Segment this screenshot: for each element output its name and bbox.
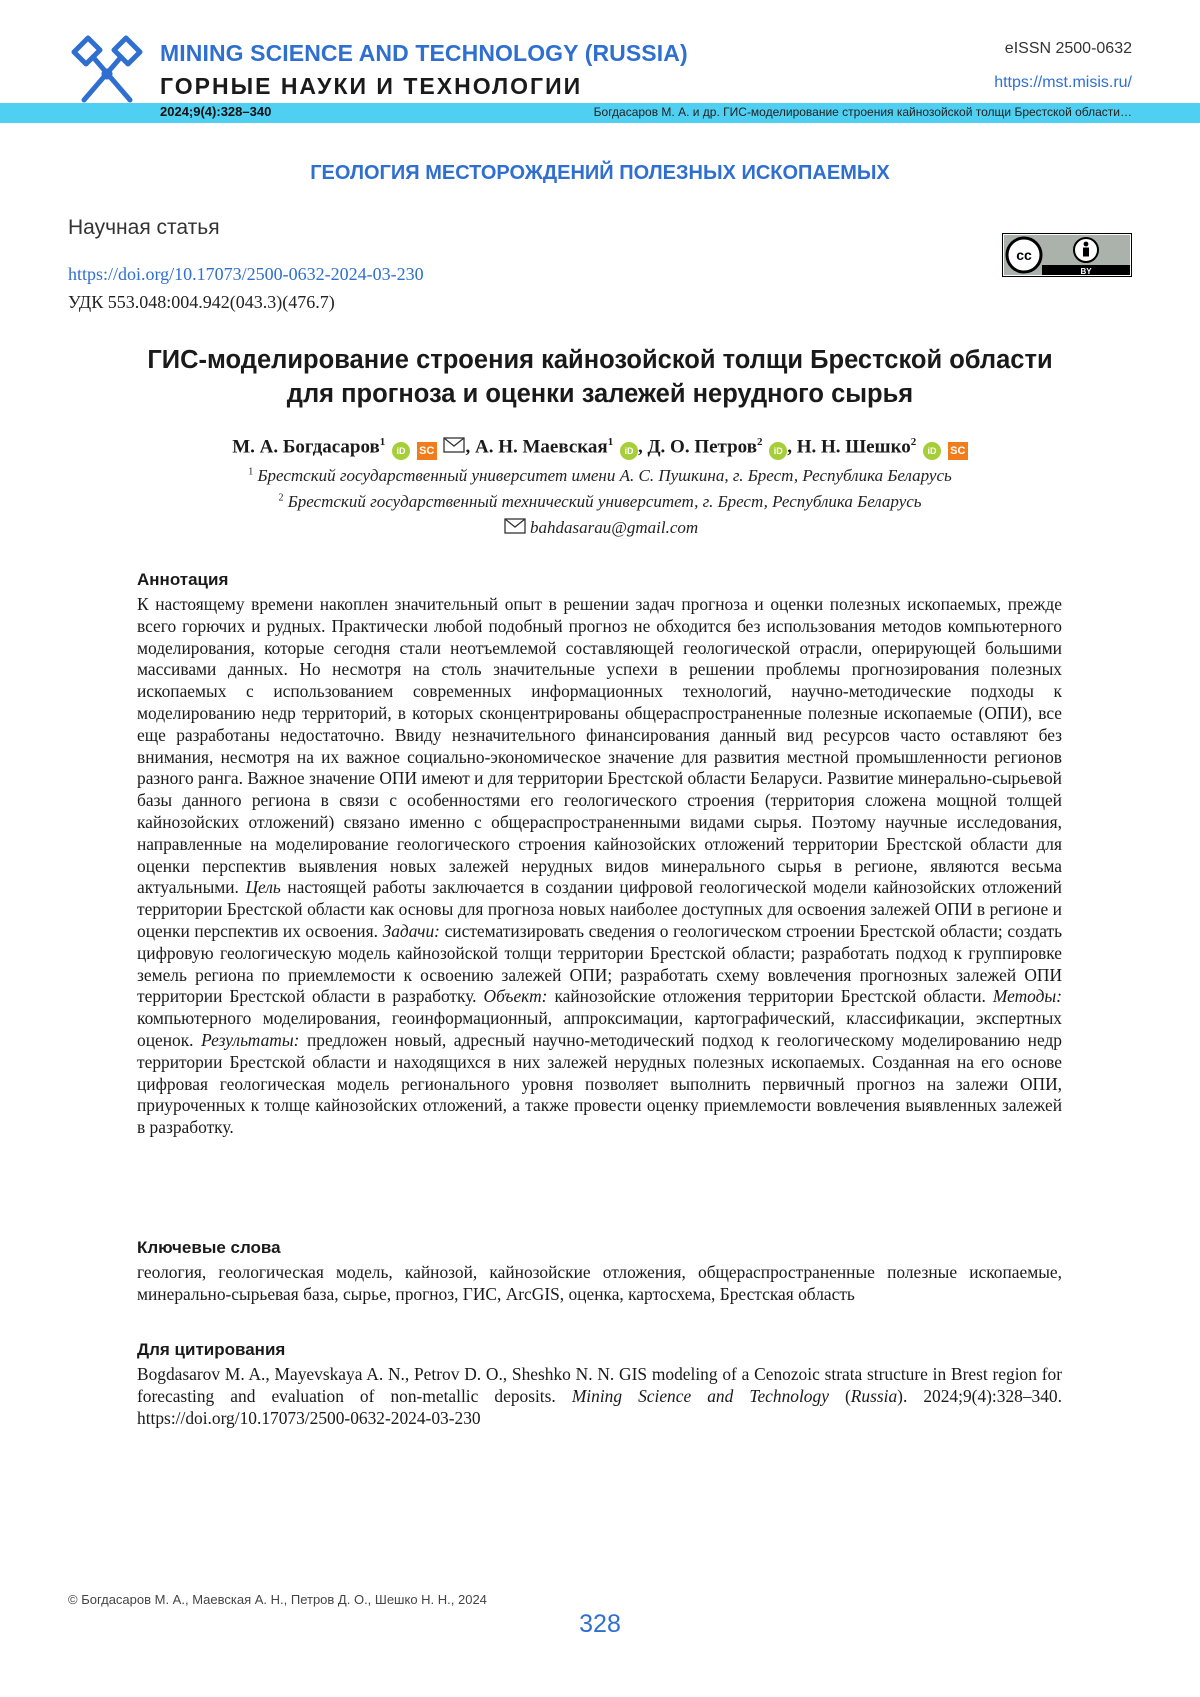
copyright: © Богдасаров М. А., Маевская А. Н., Петров Д. О., Шешко Н. Н., 2024: [68, 1592, 487, 1607]
scopus-icon[interactable]: SC: [948, 442, 968, 460]
section-title: ГЕОЛОГИЯ МЕСТОРОЖДЕНИЙ ПОЛЕЗНЫХ ИСКОПАЕМЫХ: [310, 162, 890, 184]
email-address: bahdasarau@gmail.com: [530, 518, 699, 537]
udk-code: УДК 553.048:004.942(043.3)(476.7): [68, 292, 335, 312]
journal-title-en: MINING SCIENCE AND TECHNOLOGY (RUSSIA): [160, 40, 688, 66]
doi-link[interactable]: https://doi.org/10.17073/2500-0632-2024-03-230: [68, 264, 424, 284]
author-name: М. А. Богдасаров: [232, 436, 380, 458]
journal-url-link[interactable]: https://mst.misis.ru/: [994, 74, 1132, 91]
authors-line: М. А. Богдасаров$^1$ iD SC , А. Н. Маевская$^1$ iD , Д. О. Петров$^2$ iD , Н. Н. Шешко$^2$ iD SC: [0, 436, 1200, 460]
page-number: 328: [579, 1610, 621, 1638]
running-title: Богдасаров М. А. и др. ГИС-моделирование строения кайнозойской толщи Брестской области…: [593, 105, 1132, 119]
by-label: BY: [1080, 267, 1092, 276]
issue-reference: 2024;9(4):328–340: [160, 104, 272, 119]
orcid-icon[interactable]: iD: [769, 442, 787, 460]
envelope-icon[interactable]: [443, 437, 465, 453]
keywords-text: геология, геологическая модель, кайнозой, кайнозойские отложения, общераспространенные полезные ископаемые, минерально-сырьевая база, сырье, прогноз, ГИС, ArcGIS, оценка, картосхема, Брестская область: [137, 1262, 1062, 1304]
article-type: Научная статья: [68, 216, 220, 239]
corresponding-email[interactable]: [0, 518, 1200, 538]
cc-by-license-badge[interactable]: [1002, 233, 1132, 277]
abstract-text: К настоящему времени накоплен значительный опыт в решении задач прогноза и оценки полезных ископаемых, прежде всего горючих и рудных. Практически любой подобный прогноз не обходится без использования методов компьютерного моделирования, которые сегодня стали неотъемлемой составляющей геологической отрасли, оперирующей большими массивами данных. Но несмотря на столь значительные успехи в решении проблемы прогнозирования полезных ископаемых с использованием современных информационных технологий, научно-методические подходы к моделированию недр территорий, в которых сконцентрированы общераспространенные полезные ископаемые (ОПИ), все еще разработаны недостаточно. Ввиду незначительного финансирования данный вид ресурсов часто оставляют без внимания, несмотря на их важное социально-экономическое значение для развития местной промышленности регионов разного ранга. Важное значение ОПИ имеют и для территории Брестской области Беларуси. Развитие минерально-сырьевой базы данного региона в связи с особенностями его геологического строения (территория сложена мощной толщей кайнозойских отложений) связано именно с общераспространенными видами сырья. Поэтому научные исследования, направленные на моделирование геологического строения кайнозойских отложений территории Брестской области для оценки перспектив выявления новых залежей нерудных видов минерального сырья в регионе, являются весьма актуальными. Цель настоящей работы заключается в создании цифровой геологической модели кайнозойских отложений территории Брестской области как основы для прогноза новых наиболее доступных для освоения залежей ОПИ в регионе и оценки перспектив их освоения. Задачи: систематизировать сведения о геологическом строении Брестской области; создать цифровую геологическую модель кайнозойской толщи территории Брестской области; разработать подход к группировке земель региона по приемлемости к освоению залежей ОПИ; разработать схему вовлечения прогнозных залежей ОПИ территории Брестской области в разработку. Объект: кайнозойские отложения территории Брестской области. Методы: компьютерного моделирования, геоинформационный, аппроксимации, картографический, классификации, экспертных оценок. Результаты: предложен новый, адресный научно-методический подход к геологическому моделированию недр территории Брестской области и находящихся в них залежей нерудных полезных ископаемых. Созданная на его основе цифровая геологическая модель регионального уровня позволяет выполнить первичный прогноз на залежи ОПИ, приуроченных к толще кайнозойских отложений, а также провести оценку приемлемости вовлечения выявленных залежей в разработку.: [137, 594, 1062, 1138]
keywords-heading: Ключевые слова: [137, 1238, 281, 1257]
abstract-heading: Аннотация: [137, 570, 229, 589]
cc-label: cc: [1016, 247, 1032, 263]
article-title: [0, 343, 1200, 411]
author-name: Н. Н. Шешко: [796, 436, 911, 458]
orcid-icon[interactable]: iD: [392, 442, 410, 460]
orcid-icon[interactable]: iD: [923, 442, 941, 460]
article-title-line-2: для прогноза и оценки залежей нерудного сырья: [286, 380, 914, 408]
author-name: Д. О. Петров: [647, 436, 757, 458]
affiliation-2: $^2$ Брестский государственный технический университет, г. Брест, Республика Беларусь: [278, 492, 922, 511]
journal-title-ru: ГОРНЫЕ НАУКИ И ТЕХНОЛОГИИ: [160, 73, 583, 99]
scopus-icon[interactable]: SC: [417, 442, 437, 460]
citation-text: Bogdasarov M. A., Mayevskaya A. N., Petrov D. O., Sheshko N. N. GIS modeling of a Cenozoic strata structure in Brest region for forecasting and evaluation of non-metallic deposits. Mining Science and Technology (Russia). 2024;9(4):328–340. https://doi.org/10.17073/2500-0632-2024-03-230: [137, 1364, 1062, 1428]
affiliation-1: $^1$ Брестский государственный университет имени А. С. Пушкина, г. Брест, Республика Беларусь: [248, 466, 952, 485]
crossed-hammers-icon: [66, 34, 148, 112]
envelope-icon: [504, 518, 526, 534]
orcid-icon[interactable]: iD: [620, 442, 638, 460]
eissn: eISSN 2500-0632: [1004, 40, 1132, 57]
article-title-line-1: ГИС-моделирование строения кайнозойской толщи Брестской области: [147, 346, 1053, 374]
author-name: А. Н. Маевская: [474, 436, 608, 458]
citation-heading: Для цитирования: [137, 1340, 286, 1359]
